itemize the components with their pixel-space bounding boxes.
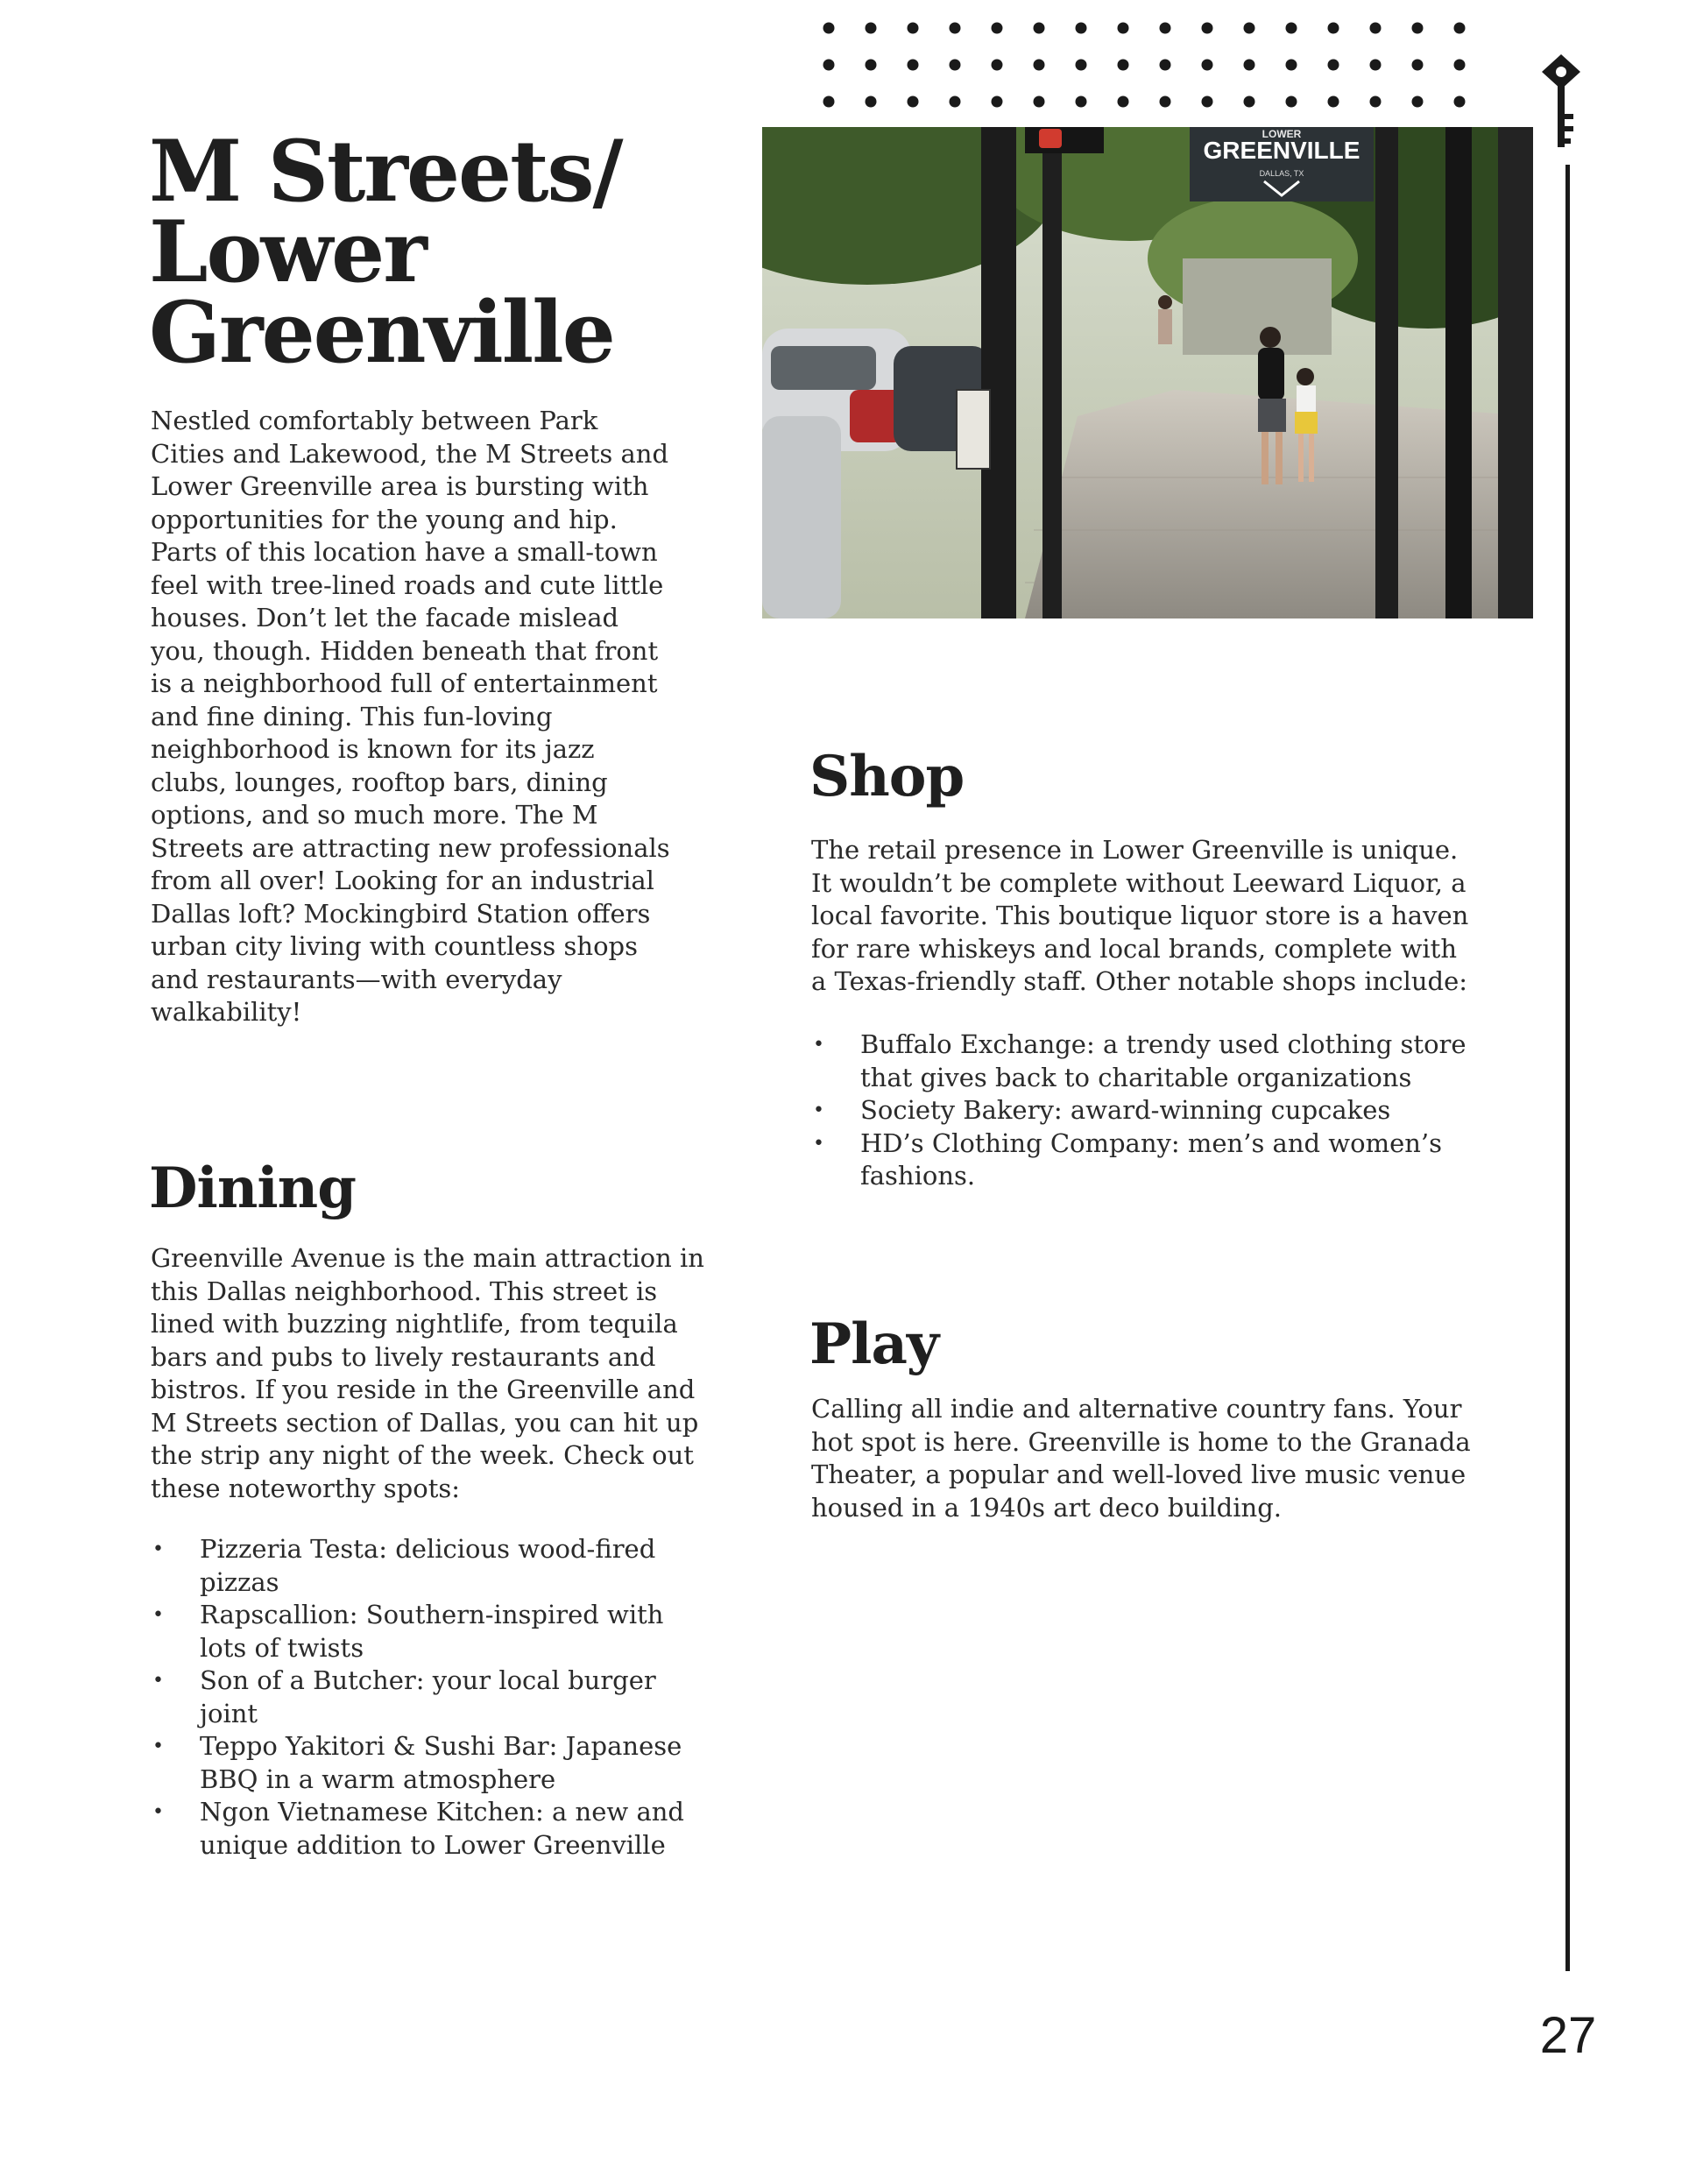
play-paragraph: Calling all indie and alternative country fans. Your hot spot is here. Greenville is home to the Granada Theater, a popular and well-loved live music venue housed in a 1940s art deco building. bbox=[811, 1394, 1471, 1523]
list-item: • Rapscallion: Southern-inspired with lots of twists bbox=[151, 1599, 711, 1665]
dot bbox=[823, 96, 835, 108]
dot bbox=[908, 23, 919, 34]
dining-paragraph: Greenville Avenue is the main attraction in this Dallas neighborhood. This street is lined with buzzing nightlife, from tequila bars and pubs to lively restaurants and bistros. If you reside in the Greenville and M Streets section of Dallas, you can hit up the strip any night of the week. Check out these noteworthy spots: bbox=[151, 1243, 704, 1503]
dot bbox=[1454, 60, 1466, 71]
list-item: • HD’s Clothing Company: men’s and women’s fashions. bbox=[811, 1127, 1495, 1193]
dot bbox=[866, 96, 877, 108]
dot-grid bbox=[820, 19, 1486, 116]
vertical-rule bbox=[1565, 165, 1570, 1971]
dot bbox=[823, 23, 835, 34]
dot bbox=[1118, 23, 1129, 34]
intro-paragraph: Nestled comfortably between Park Cities and Lakewood, the M Streets and Lower Greenville area is bursting with opportunities for the young and hip. Parts of this location have a small-town feel with tree-lined roads and cute little houses. Don’t let the facade mislead you, though. Hidden beneath that front is a neighborhood full of entertainment and fine dining. This fun-loving neighborhood is known for its jazz clubs, lounges, rooftop bars, dining options, and so much more. The M Streets are attracting new professionals from all over! Looking for an industrial Dallas loft? Mockingbird Station offers urban city living with countless shops and restaurants—with everyday walkability! bbox=[151, 406, 670, 1027]
sign-top-text: LOWER bbox=[1262, 128, 1302, 140]
dot bbox=[1118, 96, 1129, 108]
dot bbox=[866, 23, 877, 34]
dot bbox=[1076, 23, 1087, 34]
page-number: 27 bbox=[1539, 2007, 1597, 2064]
dot bbox=[1328, 23, 1339, 34]
list-item: • Ngon Vietnamese Kitchen: a new and unique addition to Lower Greenville bbox=[151, 1796, 711, 1862]
dot bbox=[1118, 60, 1129, 71]
title-line-2: Lower bbox=[149, 202, 426, 301]
key-icon bbox=[1535, 53, 1587, 149]
dot bbox=[1412, 23, 1424, 34]
dot bbox=[1076, 96, 1087, 108]
list-item: • Society Bakery: award-winning cupcakes bbox=[811, 1094, 1495, 1127]
dot bbox=[1370, 60, 1382, 71]
list-item: • Pizzeria Testa: delicious wood-fired pizzas bbox=[151, 1533, 711, 1599]
dot bbox=[992, 96, 1003, 108]
title-line-1: M Streets/ bbox=[149, 122, 622, 221]
shop-list bbox=[811, 1028, 1495, 1193]
dot bbox=[1454, 96, 1466, 108]
dot bbox=[1202, 23, 1213, 34]
dining-list bbox=[151, 1533, 711, 1862]
dot bbox=[1202, 60, 1213, 71]
list-item: • Teppo Yakitori & Sushi Bar: Japanese BBQ in a warm atmosphere bbox=[151, 1730, 711, 1796]
dot bbox=[992, 60, 1003, 71]
page-title bbox=[149, 122, 692, 382]
dot bbox=[1370, 23, 1382, 34]
dot bbox=[950, 60, 961, 71]
dot bbox=[1244, 23, 1255, 34]
list-item: • Buffalo Exchange: a trendy used clothing store that gives back to charitable organizations bbox=[811, 1028, 1495, 1094]
dot bbox=[908, 96, 919, 108]
sign-sub-text: DALLAS, TX bbox=[1259, 169, 1304, 178]
dot bbox=[908, 60, 919, 71]
dot bbox=[1454, 23, 1466, 34]
play-heading: Play bbox=[809, 1311, 939, 1377]
dot bbox=[1286, 96, 1297, 108]
dot bbox=[950, 23, 961, 34]
dot bbox=[1412, 60, 1424, 71]
list-item: • Son of a Butcher: your local burger joint bbox=[151, 1665, 711, 1730]
dining-heading: Dining bbox=[149, 1156, 356, 1221]
sign-main-text: GREENVILLE bbox=[1203, 137, 1360, 164]
dot bbox=[1412, 96, 1424, 108]
dot bbox=[823, 60, 835, 71]
dot bbox=[1202, 96, 1213, 108]
dot bbox=[1076, 60, 1087, 71]
dot bbox=[1244, 96, 1255, 108]
dot bbox=[1160, 96, 1171, 108]
dot bbox=[950, 96, 961, 108]
dot bbox=[992, 23, 1003, 34]
dot bbox=[1034, 96, 1045, 108]
street-photo bbox=[762, 127, 1533, 618]
dot bbox=[1370, 96, 1382, 108]
dot bbox=[1328, 96, 1339, 108]
dot bbox=[866, 60, 877, 71]
dot bbox=[1286, 60, 1297, 71]
title-line-3: Greenville bbox=[149, 283, 614, 382]
dot bbox=[1328, 60, 1339, 71]
shop-heading: Shop bbox=[809, 744, 965, 809]
dot bbox=[1034, 23, 1045, 34]
dot bbox=[1244, 60, 1255, 71]
shop-paragraph: The retail presence in Lower Greenville is unique. It wouldn’t be complete without Leeward Liquor, a local favorite. This boutique liquor store is a haven for rare whiskeys and local brands, complete with a Texas-friendly staff. Other notable shops include: bbox=[811, 835, 1469, 996]
dot bbox=[1160, 23, 1171, 34]
dot bbox=[1034, 60, 1045, 71]
dot bbox=[1160, 60, 1171, 71]
dot bbox=[1286, 23, 1297, 34]
